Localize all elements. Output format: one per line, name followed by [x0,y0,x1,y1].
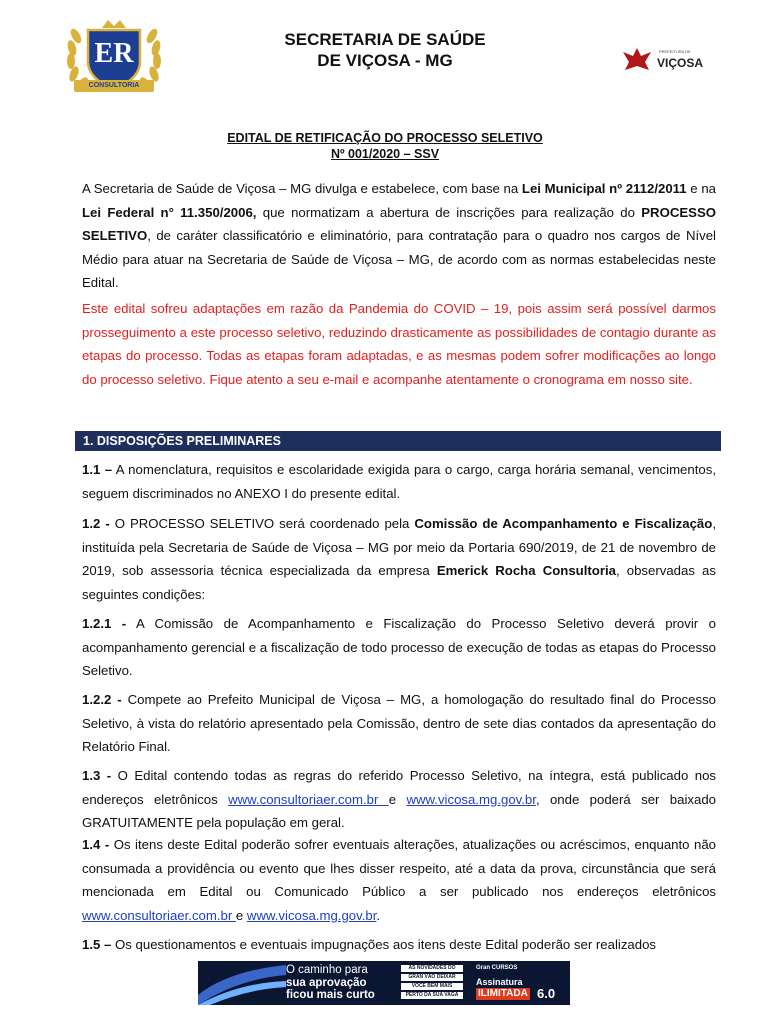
ad-version: 6.0 [537,986,556,1001]
text: e [235,907,247,923]
text-bold: Comissão de Acompanhamento e Fiscalização [414,516,713,531]
link-vicosa[interactable]: www.vicosa.mg.gov.br [246,907,377,923]
text: . [376,907,381,923]
item-1-1 [82,458,716,505]
link-consultoriaer[interactable]: www.consultoriaer.com.br [82,907,236,923]
edital-title: EDITAL DE RETIFICAÇÃO DO PROCESSO SELETIVO [227,131,543,145]
text: Compete ao Prefeito Municipal de Viçosa – MG, a homologação do resultado final do Processo Seletivo, à vista do relatório apresentado pela Comissão, dentro de sete dias contados da apresentação do Relatório Final. [82,692,716,755]
text: Os questionamentos e eventuais impugnações aos itens deste Edital poderão ser realizados [111,937,657,952]
link-vicosa[interactable]: www.vicosa.mg.gov.br [406,791,536,807]
section-heading-disposicoes: 1. DISPOSIÇÕES PRELIMINARES [75,431,721,451]
ad-slogan-line-2: sua aprovação [286,976,367,989]
er-logo-ribbon-text: CONSULTORIA [88,82,140,89]
vicosa-logo-small-text: PREFEITURA DE [659,49,691,54]
edital-number: Nº 001/2020 – SSV [330,147,440,161]
vicosa-logo-name: VIÇOSA [657,56,704,70]
ad-tag: PERTO DA SUA VAGA [401,992,463,999]
ad-slogan [286,964,375,1002]
covid-notice: Este edital sofreu adaptações em razão da Pandemia do COVID – 19, pois assim será possível darmos prosseguimento a este processo seletivo, reduzindo drasticamente as possibilidades de contagio durante as etapas do processo. Todas as etapas foram adaptadas, e as mesmas podem sofrer modificações ao longo do processo seletivo. Fique atento a seu e-mail e acompanhe atentamente o cronograma em nosso site. [82,301,716,387]
text-bold: Lei Municipal nº 2112/2011 [521,181,687,196]
title-line-2: DE VIÇOSA - MG [317,51,453,70]
ad-swoosh-graphic [198,961,286,1005]
text: e na [686,181,716,196]
text-bold: Emerick Rocha Consultoria [436,563,616,579]
item-number: 1.2.2 - [82,692,122,707]
text: O PROCESSO SELETIVO será coordenado pela [109,516,415,531]
item-1-2 [82,512,716,606]
text: , onde poderá ser baixado GRATUITAMENTE pela população em geral. [82,791,717,831]
text: Os itens deste Edital poderão sofrer eventuais alterações, atualizações ou acréscimos, enquanto não consumada a providência ou evento que lhes disser respeito, até a data da prova, circunstância que será mencionada em Edital ou Comunicado Público a ser publicado nos endereços eletrônicos [82,837,716,900]
intro-paragraph [82,177,716,295]
text: A Secretaria de Saúde de Viçosa – MG divulga e estabelece, com base na [82,181,522,196]
ad-banner[interactable] [198,961,570,1005]
ad-slogan-line-1: O caminho para [286,964,368,976]
item-number: 1.2.1 - [82,616,127,631]
text: O Edital contendo todas as regras do referido Processo Seletivo, na íntegra, está publicado nos endereços eletrônicos [82,768,716,807]
item-number: 1.1 – [82,462,113,477]
ad-slogan-line-3: ficou mais curto [286,989,375,1001]
ad-tag: GRAN VÃO DEIXAR [401,974,463,981]
ad-tag-list [401,965,463,1001]
er-logo-letters: ER [94,38,134,69]
text: A Comissão de Acompanhamento e Fiscalização do Processo Seletivo deverá provir o acompanhamento gerencial e a fiscalização de todo processo de execução de todas as etapas do Processo Seletivo. [82,616,716,679]
item-1-2-2 [82,688,716,759]
text: A nomenclatura, requisitos e escolaridade exigida para o cargo, carga horária semanal, vencimentos, seguem discriminados no ANEXO I do presente edital. [82,462,716,501]
link-consultoriaer[interactable]: www.consultoriaer.com.br [228,791,389,807]
item-1-3 [82,764,716,835]
item-number: 1.2 - [82,516,110,531]
edital-heading [0,130,770,162]
text: e [388,791,407,807]
ad-tag: AS NOVIDADES DO [401,965,463,972]
item-1-4 [82,833,716,927]
item-number: 1.5 – [82,937,112,952]
text: , observadas as seguintes condições: [82,563,716,602]
text-bold: PROCESSO SELETIVO [82,204,717,244]
text: , de caráter classificatório e eliminatório, para contratação para o quadro nos cargos de Nível Médio para atuar na Secretaria de Saúde de Viçosa – MG, de acordo com as normas estabelecidas neste Edital. [82,228,716,291]
ad-brand-logo: Gran CURSOS [476,965,518,971]
text: , instituída pela Secretaria de Saúde de Viçosa – MG por meio da Portaria 690/2019, de 21 de novembro de 2019, sob assessoria técnica especializada da empresa [82,516,716,579]
item-number: 1.3 - [82,768,112,783]
item-1-2-1 [82,612,716,683]
text-bold: Lei Federal n° 11.350/2006, [82,204,257,220]
ad-tag: VOCÊ BEM MAIS [401,983,463,990]
item-1-5 [82,933,716,957]
item-number: 1.4 - [82,837,110,852]
ad-assinatura: Assinatura [476,977,523,987]
vicosa-logo [621,46,707,74]
ad-ilimitada: ILIMITADA [478,988,528,999]
text: que normatizam a abertura de inscrições para realização do [256,204,642,220]
title-line-1: SECRETARIA DE SAÚDE [284,30,486,49]
